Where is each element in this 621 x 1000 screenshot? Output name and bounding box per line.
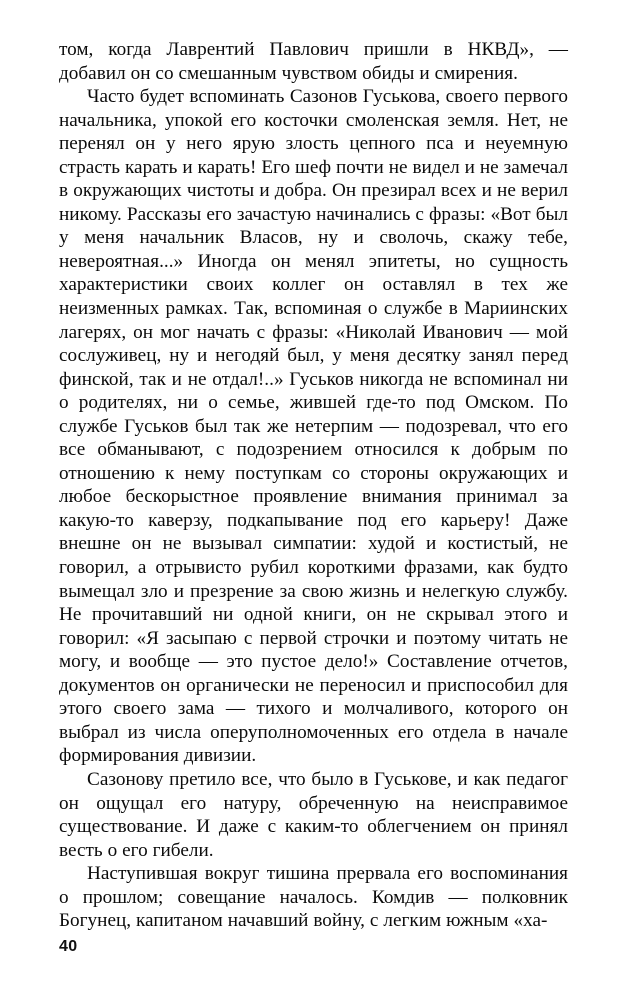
paragraph: Наступившая вокруг тишина прервала его воспоминания о прошлом; совещание началось. Комдив — полковник Богунец, капитаном начавший войну, с легким южным «ха-	[59, 863, 568, 932]
page-number: 40	[59, 938, 78, 955]
paragraph: Часто будет вспоминать Сазонов Гуськова, своего первого начальника, упокой его косточки смоленская земля. Нет, не перенял он у него ярую злость цепного пса и неуемную страсть карать и карать! Его шеф почти не видел и не замечал в окружающих чистоты и добра. Он презирал всех и не верил никому. Рассказы его зачастую начинались с фразы: «Вот был у меня начальник Власов, ну и сволочь, скажу тебе, невероятная...» Иногда он менял эпитеты, но сущность характеристики своих коллег он оставлял в тех же неизменных рамках. Так, вспоминая о службе в Мариинских лагерях, он мог начать с фразы: «Николай Иванович — мой сослуживец, ну и негодяй был, у меня десятку занял перед финской, так и не отдал!..» Гуськов никогда не вспоминал ни о родителях, ни о семье, жившей где-то под Омском. По службе Гуськов был так же нетерпим — подозревал, что его все обманывают, с подозрением относился к добрым по отношению к нему поступкам со стороны окружающих и любое бескорыстное проявление внимания принимал за какую-то каверзу, подкапывание под его карьеру! Даже внешне он не вызывал симпатии: худой и костистый, не говорил, а отрывисто рубил короткими фразами, как будто вымещал зло и презрение за свою жизнь и нелегкую службу. Не прочитавший ни одной книги, он не скрывал этого и говорил: «Я засыпаю с первой строчки и поэтому читать не могу, и вообще — это пустое дело!» Составление отчетов, документов он органически не переносил и приспособил для этого своего зама — тихого и молчаливого, которого он выбрал из числа оперуполномоченных его отдела в начале формирования дивизии.	[59, 86, 568, 767]
paragraph-continuation: том, когда Лаврентий Павлович пришли в НКВД», — добавил он со смешанным чувством обиды и смирения.	[59, 39, 568, 84]
paragraph: Сазонову претило все, что было в Гуськове, и как педагог он ощущал его натуру, обреченную на неисправимое существование. И даже с каким-то облегчением он принял весть о его гибели.	[59, 768, 568, 861]
page-text-block	[59, 38, 568, 933]
